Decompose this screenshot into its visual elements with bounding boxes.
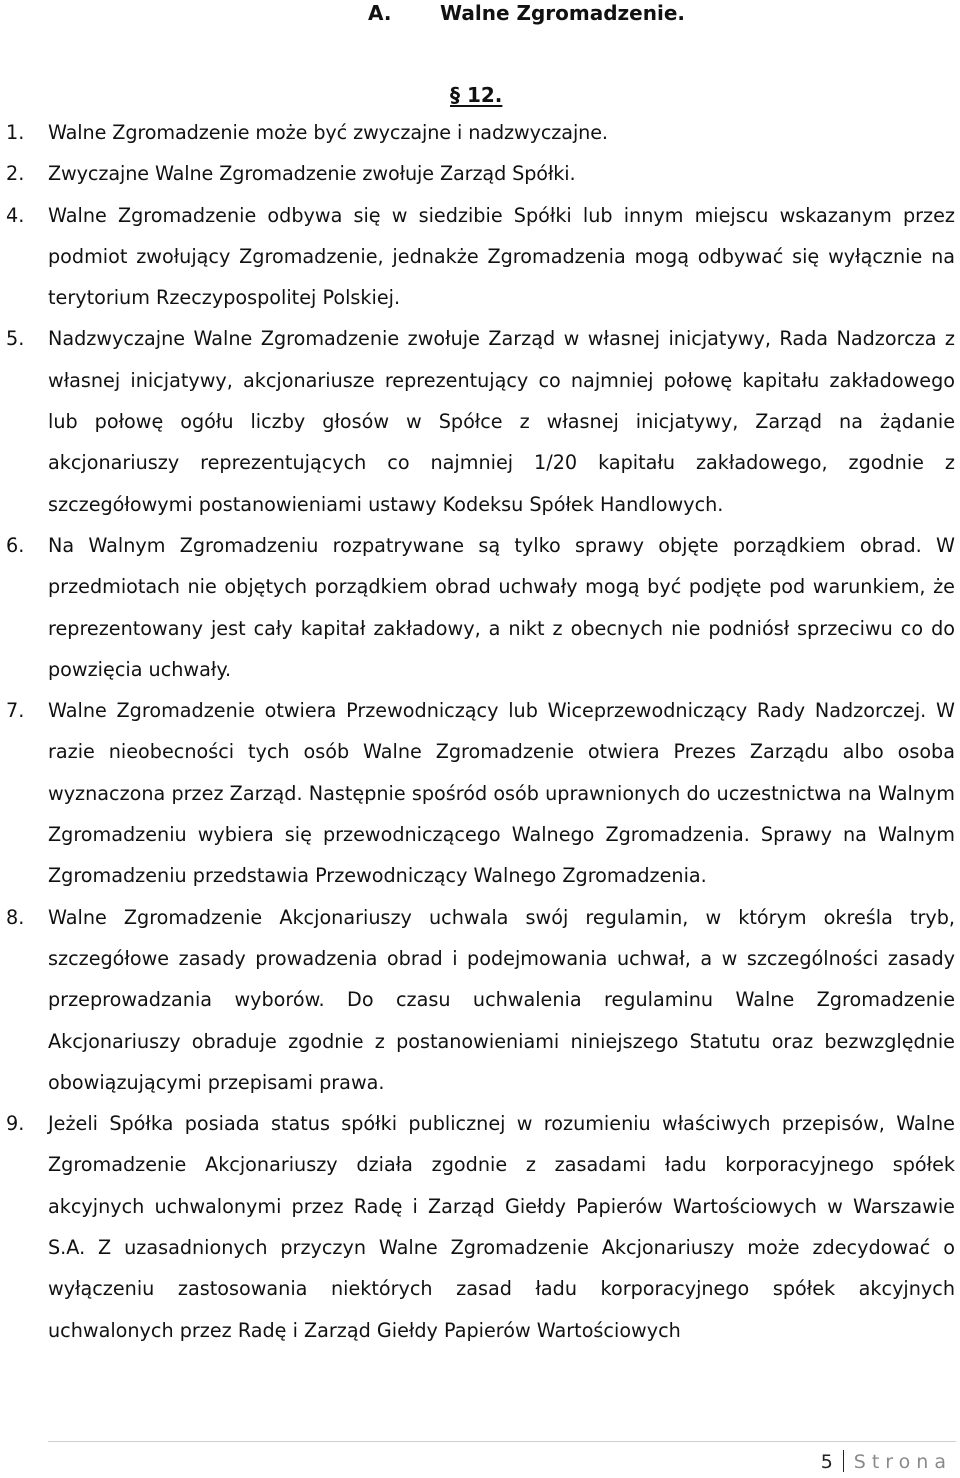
page-number: 5 [820, 1451, 833, 1473]
list-item [0, 525, 955, 690]
item-text: Walne Zgromadzenie otwiera Przewodniczący lub Wiceprzewodniczący Rady Nadzorczej. W razie nieobecności tych osób Walne Zgromadzenie otwiera Prezes Zarządu albo osoba wyznaczona przez Zarząd. Następnie spośród osób uprawnionych do uczestnictwa na Walnym Zgromadzeniu wybiera się przewodniczącego Walnego Zgromadzenia. Sprawy na Walnym Zgromadzeniu przedstawia Przewodniczący Walnego Zgromadzenia. [48, 699, 955, 888]
item-text: Walne Zgromadzenie może być zwyczajne i nadzwyczajne. [48, 121, 608, 144]
chapter-letter: A. [368, 1, 392, 25]
item-text: Jeżeli Spółka posiada status spółki publicznej w rozumieniu właściwych przepisów, Walne Zgromadzenie Akcjonariuszy działa zgodnie z zasadami ładu korporacyjnego spółek akcyjnych uchwalonymi przez Radę i Zarząd Giełdy Papierów Wartościowych w Warszawie S.A. Z uzasadnionych przyczyn Walne Zgromadzenie Akcjonariuszy może zdecydować o wyłączeniu zastosowania niektórych zasad ładu korporacyjnego spółek akcyjnych uchwalonych przez Radę i Zarząd Giełdy Papierów Wartościowych [48, 1112, 955, 1342]
item-text: Zwyczajne Walne Zgromadzenie zwołuje Zarząd Spółki. [48, 162, 576, 186]
list-item [0, 690, 955, 896]
list-item [0, 112, 955, 153]
section-number: § 12. [450, 83, 503, 107]
chapter-title: Walne Zgromadzenie. [440, 1, 685, 25]
item-text: Walne Zgromadzenie odbywa się w siedzibie Spółki lub innym miejscu wskazanym przez podmiot zwołujący Zgromadzenie, jednakże Zgromadzenia mogą odbywać się wyłącznie na terytorium Rzeczypospolitej Polskiej. [48, 203, 955, 310]
item-number: 9. [6, 1112, 25, 1136]
list-item [0, 1103, 955, 1351]
item-text: Walne Zgromadzenie Akcjonariuszy uchwala swój regulamin, w którym określa tryb, szczegółowe zasady prowadzenia obrad i podejmowania uchwał, a w szczególności zasady przeprowadzania wyborów. Do czasu uchwalenia regulaminu Walne Zgromadzenie Akcjonariuszy obraduje zgodnie z postanowieniami niniejszego Statutu oraz bezwzględnie obowiązującymi przepisami prawa. [48, 905, 955, 1094]
item-text: Na Walnym Zgromadzeniu rozpatrywane są tylko sprawy objęte porządkiem obrad. W przedmiotach nie objętych porządkiem obrad uchwały mogą być podjęte pod warunkiem, że reprezentowany jest cały kapitał zakładowy, a nikt z obecnych nie podniósł sprzeciwu co do powzięcia uchwały. [48, 533, 955, 681]
list-item [0, 153, 955, 194]
item-number: 2. [6, 162, 25, 186]
chapter-heading [368, 0, 685, 26]
item-number: 6. [6, 533, 25, 557]
list-item [0, 318, 955, 524]
page-footer [821, 1448, 952, 1476]
item-text: Nadzwyczajne Walne Zgromadzenie zwołuje Zarząd w własnej inicjatywy, Rada Nadzorcza z własnej inicjatywy, akcjonariusze reprezentujący co najmniej połowę kapitału zakładowego lub połowę ogółu liczby głosów w Spółce z własnej inicjatywy, Zarząd na żądanie akcjonariuszy reprezentujących co najmniej 1/20 kapitału zakładowego, zgodnie z szczegółowymi postanowieniami ustawy Kodeksu Spółek Handlowych. [48, 327, 955, 516]
footer-separator [843, 1450, 844, 1472]
item-number: 5. [6, 327, 25, 351]
item-number: 4. [6, 203, 25, 227]
paragraph-list [0, 112, 955, 1351]
list-item [0, 195, 955, 319]
footer-divider [48, 1441, 956, 1442]
item-number: 1. [6, 121, 25, 144]
page-label: Strona [853, 1451, 952, 1473]
item-number: 7. [6, 699, 25, 723]
item-number: 8. [6, 905, 25, 929]
list-item [0, 897, 955, 1103]
